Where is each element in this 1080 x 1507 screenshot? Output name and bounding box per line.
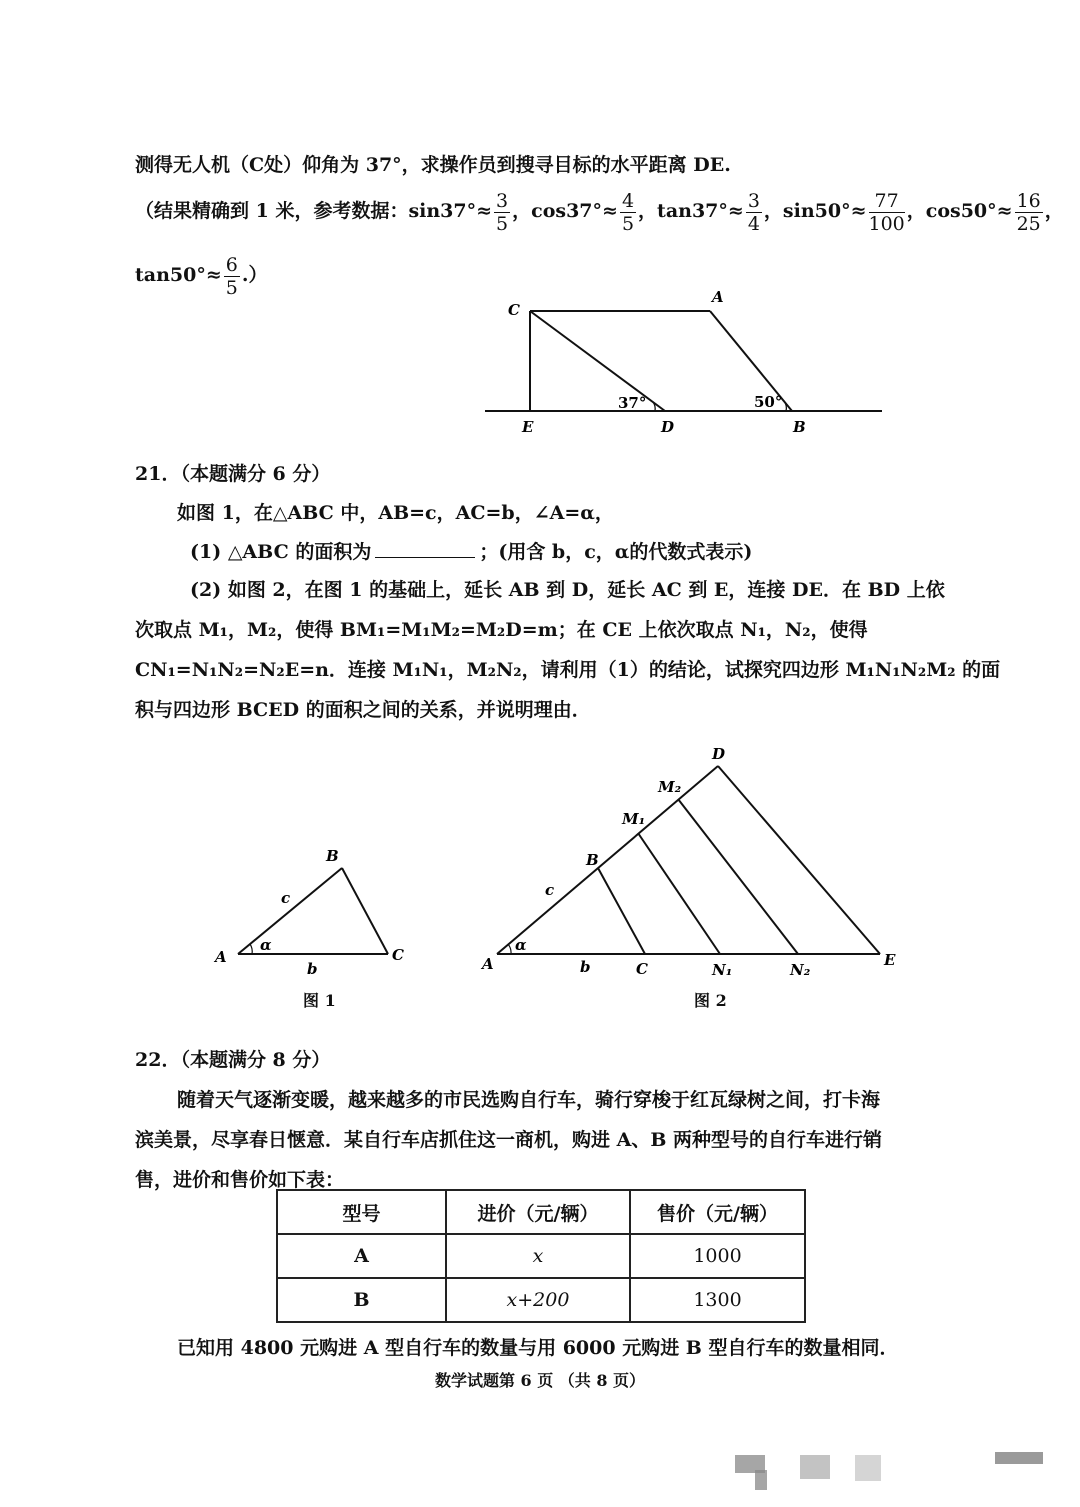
q21-part1 [190, 537, 752, 564]
cell-model-b: B [277, 1278, 446, 1322]
q22-line4: 已知用 4800 元购进 A 型自行车的数量与用 6000 元购进 B 型自行车的数量相同． [177, 1337, 899, 1359]
tan50-fraction: $\frac{6}{5}$ [225, 253, 238, 299]
scan-artifact [855, 1455, 881, 1481]
label-a: A [712, 288, 724, 306]
fig2-label-b: B [586, 851, 599, 869]
sin50-label: ，sin50°≈ [763, 200, 867, 222]
ref-prefix: （结果精确到 1 米，参考数据： [135, 200, 409, 222]
scan-artifact [800, 1455, 830, 1479]
part1-text-b: ；(用含 b，c，α的代数式表示) [479, 541, 753, 563]
label-d: D [661, 418, 675, 436]
fig2-label-n2: N₂ [790, 961, 811, 979]
segment-m1n1 [638, 833, 720, 954]
q21-title: 21．（本题满分 6 分） [135, 463, 331, 485]
segment-de [718, 766, 880, 954]
cell-price-b: 1300 [630, 1278, 805, 1322]
q22-line1: 随着天气逐渐变暖，越来越多的市民选购自行车，骑行穿梭于红瓦绿树之间，打卡海 [177, 1089, 881, 1111]
fig2-label-e: E [884, 951, 896, 969]
alpha-arc [250, 944, 252, 954]
fig2-alpha-arc [508, 944, 511, 954]
ref-suffix: .） [241, 264, 268, 286]
q21-part2-line4: 积与四边形 BCED 的面积之间的关系，并说明理由． [135, 699, 591, 721]
table-row [277, 1278, 805, 1322]
q20-text-line1: 测得无人机（C处）仰角为 37°，求操作员到搜寻目标的水平距离 DE. [135, 154, 731, 176]
q21-intro: 如图 1，在△ABC 中，AB=c，AC=b，∠A=α， [177, 502, 614, 524]
tan37-fraction: $\frac{3}{4}$ [747, 189, 760, 235]
fig2-label-a: A [482, 955, 494, 973]
fig2-label-c: C [636, 960, 648, 978]
q21-figure-1 [205, 840, 415, 980]
q21-part2-line2: 次取点 M₁，M₂，使得 BM₁=M₁M₂=M₂D=m；在 CE 上依次取点 N₁，N₂，使得 [135, 619, 868, 641]
fig1-caption: 图 1 [303, 991, 336, 1010]
scan-artifact [995, 1452, 1043, 1464]
table-header-row [277, 1190, 805, 1234]
cos50-fraction: $\frac{16}{25}$ [1016, 189, 1041, 235]
fig2-alpha: α [515, 936, 527, 954]
angle-37-label: 37° [618, 394, 647, 412]
page-footer: 数学试题第 6 页 （共 8 页） [434, 1371, 646, 1390]
cos37-label: ，cos37°≈ [512, 200, 618, 222]
q21-part2-line1: (2) 如图 2，在图 1 的基础上，延长 AB 到 D，延长 AC 到 E，连接 DE．在 BD 上依 [190, 579, 945, 601]
q22-line3: 售，进价和售价如下表： [135, 1169, 345, 1191]
fig1-label-a: A [215, 948, 227, 966]
answer-blank [375, 541, 475, 558]
cell-model-a: A [277, 1234, 446, 1278]
q21-figure-2 [470, 735, 910, 990]
sin37-fraction: $\frac{3}{5}$ [496, 189, 509, 235]
fig1-alpha: α [260, 936, 272, 954]
q22-line2: 滨美景，尽享春日惬意．某自行车店抓住这一商机，购进 A、B 两种型号的自行车进行销 [135, 1129, 883, 1151]
header-price: 售价（元/辆） [630, 1190, 805, 1234]
q20-figure [470, 280, 900, 440]
angle-50-label: 50° [754, 393, 783, 411]
side-bc [342, 868, 388, 954]
q21-part2-line3: CN₁=N₁N₂=N₂E=n．连接 M₁N₁，M₂N₂，请利用（1）的结论，试探究四边形 M₁N₁N₂M₂ 的面 [135, 659, 1001, 681]
fig2-caption: 图 2 [694, 991, 727, 1010]
fig2-label-d: D [712, 745, 726, 763]
fig1-label-c: C [392, 946, 404, 964]
header-cost: 进价（元/辆） [446, 1190, 630, 1234]
fig2-label-m1: M₁ [622, 810, 646, 828]
q20-reference-data-cont [135, 250, 267, 300]
label-e: E [522, 418, 534, 436]
ray-ad [497, 766, 718, 954]
fig2-label-m2: M₂ [658, 778, 682, 796]
tan50-label: tan50°≈ [135, 264, 222, 286]
side-ab [238, 868, 342, 954]
part1-text-a: (1) △ABC 的面积为 [190, 541, 372, 563]
cos50-label: ，cos50°≈ [906, 200, 1013, 222]
sin37-label: sin37°≈ [408, 200, 493, 222]
cell-price-a: 1000 [630, 1234, 805, 1278]
ref-comma: ， [1044, 200, 1064, 222]
table-row [277, 1234, 805, 1278]
fig2-label-n1: N₁ [712, 961, 733, 979]
fig1-label-b: B [326, 847, 339, 865]
segment-m2n2 [678, 799, 798, 954]
fig1-label-side-c: c [281, 889, 291, 907]
cell-cost-a: x [446, 1234, 630, 1278]
price-table [276, 1189, 806, 1323]
fig1-label-side-b: b [307, 960, 318, 978]
fig2-label-side-b: b [580, 958, 591, 976]
fig2-label-side-c: c [545, 881, 555, 899]
segment-bc [598, 868, 645, 954]
label-c: C [508, 301, 520, 319]
cell-cost-b: x+200 [446, 1278, 630, 1322]
sin50-fraction: $\frac{77}{100}$ [868, 189, 905, 235]
scan-artifact [755, 1470, 767, 1490]
tan37-label: ，tan37°≈ [638, 200, 744, 222]
label-b: B [793, 418, 806, 436]
q20-reference-data [135, 186, 1064, 236]
header-model: 型号 [277, 1190, 446, 1234]
cos37-fraction: $\frac{4}{5}$ [621, 189, 635, 235]
q22-title: 22．（本题满分 8 分） [135, 1049, 331, 1071]
